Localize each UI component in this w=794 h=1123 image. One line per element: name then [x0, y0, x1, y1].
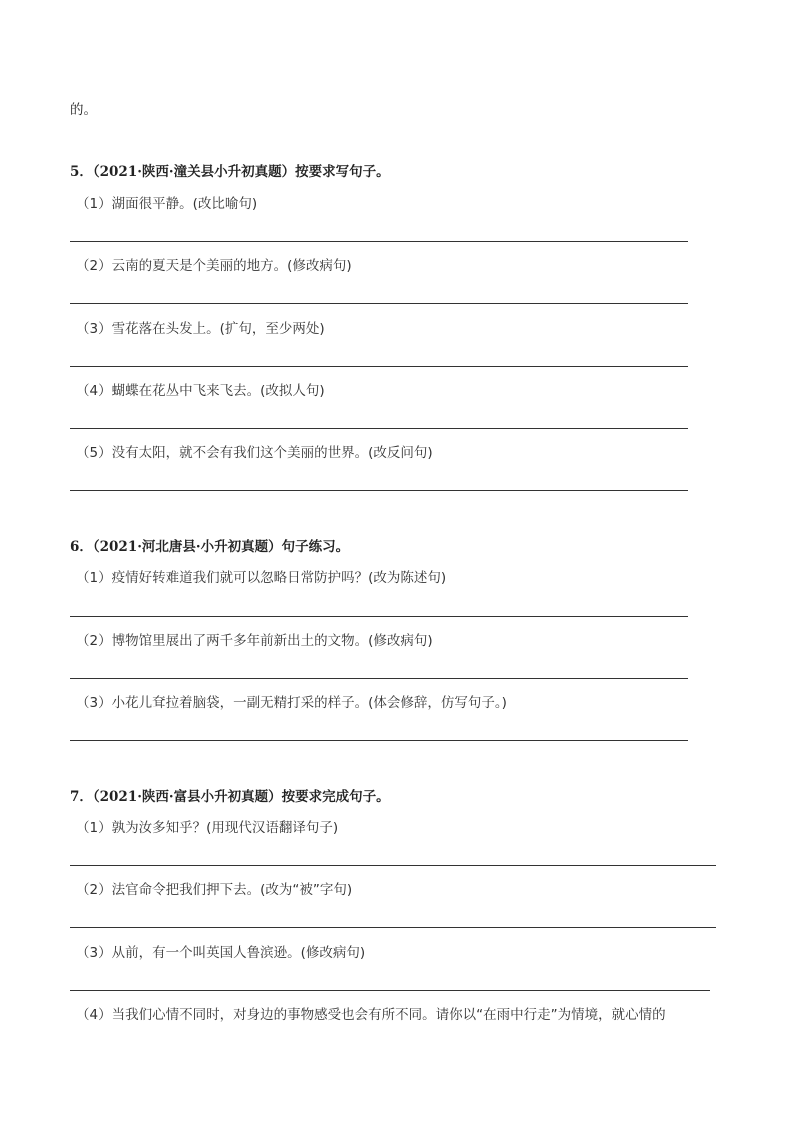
q7-item-2: （2）法官命令把我们押下去。(改为“被”字句)	[76, 882, 353, 898]
q5-item-3: （3）雪花落在头发上。(扩句，至少两处)	[76, 321, 325, 337]
q5-item-2: （2）云南的夏天是个美丽的地方。(修改病句)	[76, 258, 352, 274]
q5-answer-line-2[interactable]	[70, 303, 688, 304]
q5-answer-line-4[interactable]	[70, 428, 688, 429]
q7-item-1: （1）孰为汝多知乎？(用现代汉语翻译句子)	[76, 820, 339, 836]
question-5-heading: 5．（2021·陕西·潼关县小升初真题）按要求写句子。	[70, 164, 390, 180]
q6-item-3: （3）小花儿耷拉着脑袋，一副无精打采的样子。(体会修辞，仿写句子。)	[76, 695, 507, 711]
q7-item-4: （4）当我们心情不同时，对身边的事物感受也会有所不同。请你以“在雨中行走”为情境，就心情的	[76, 1007, 666, 1023]
q5-item-5: （5）没有太阳，就不会有我们这个美丽的世界。(改反问句)	[76, 445, 433, 461]
q5-answer-line-3[interactable]	[70, 366, 688, 367]
q7-answer-line-3[interactable]	[70, 990, 710, 991]
q6-answer-line-1[interactable]	[70, 616, 688, 617]
q6-item-2: （2）博物馆里展出了两千多年前新出土的文物。(修改病句)	[76, 633, 433, 649]
q7-answer-line-2[interactable]	[70, 927, 716, 928]
question-7-heading: 7．（2021·陕西·富县小升初真题）按要求完成句子。	[70, 789, 390, 805]
question-6-heading: 6．（2021·河北唐县·小升初真题）句子练习。	[70, 539, 350, 555]
q5-item-1: （1）湖面很平静。(改比喻句)	[76, 196, 258, 212]
q6-answer-line-2[interactable]	[70, 678, 688, 679]
q6-item-1: （1）疫情好转难道我们就可以忽略日常防护吗？(改为陈述句)	[76, 570, 447, 586]
q5-answer-line-5[interactable]	[70, 490, 688, 491]
q5-answer-line-1[interactable]	[70, 241, 688, 242]
q6-answer-line-3[interactable]	[70, 740, 688, 741]
page-continuation: 的。	[70, 102, 97, 118]
q7-answer-line-1[interactable]	[70, 865, 716, 866]
q5-item-4: （4）蝴蝶在花丛中飞来飞去。(改拟人句)	[76, 383, 325, 399]
q7-item-3: （3）从前，有一个叫英国人鲁滨逊。(修改病句)	[76, 945, 366, 961]
